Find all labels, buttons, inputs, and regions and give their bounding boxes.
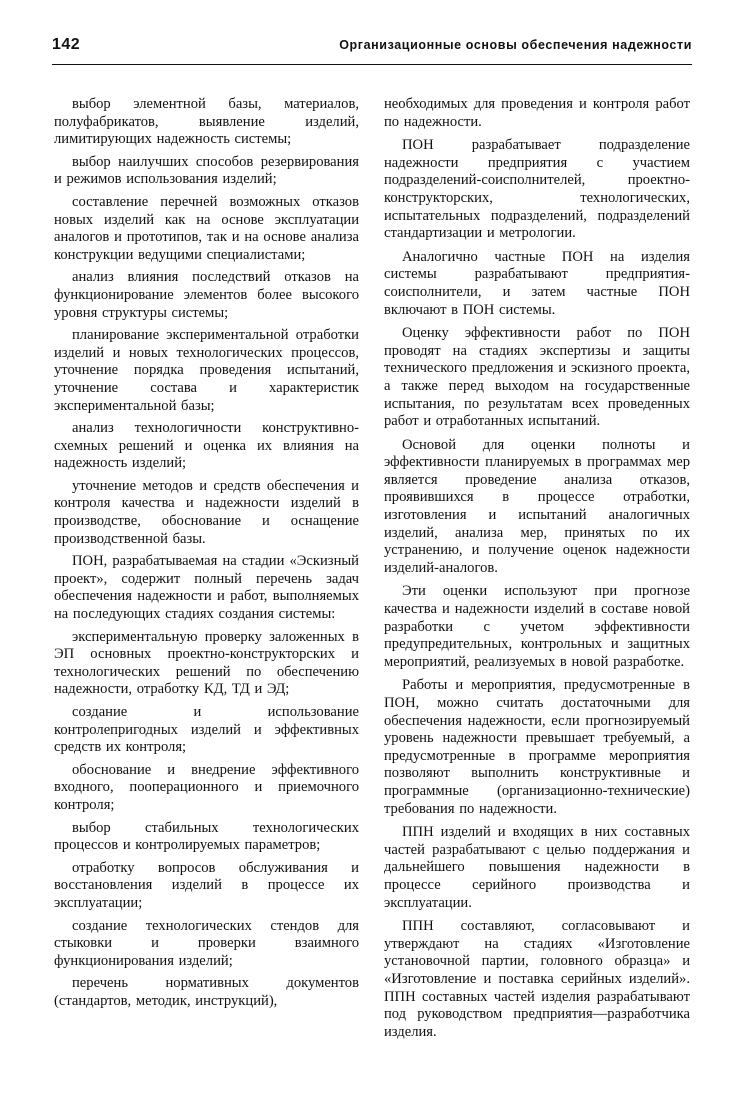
paragraph: ППН составляют, согласовывают и утверждают на стадиях «Изготовление установочной партии, головного образца» и «Изготовление и поставка серийных изделий». ППН составных частей изделия разрабатывают под руководством предприятия—разработчика изделия. [384,918,690,1040]
paragraph: Работы и мероприятия, предусмотренные в ПОН, можно считать достаточными для обеспечения надежности, если прогнозируемый уровень надежности превышает требуемый, а предусмотренные в программе мероприятия позволяют выполнить конструктивные и программные (организационно-технические) требования по надежности. [384,677,690,817]
paragraph: создание технологических стендов для стыковки и проверки взаимного функционирования изделий; [54,917,359,969]
paragraph: анализ технологичности конструктивно-схемных решений и оценка их влияния на надежность изделий; [54,420,359,472]
right-column [384,96,690,1047]
page-number: 142 [52,36,81,53]
paragraph: отработку вопросов обслуживания и восстановления изделий в процессе их эксплуатации; [54,859,359,911]
paragraph: перечень нормативных документов (стандартов, методик, инструкций), [54,975,359,1009]
paragraph: Эти оценки используют при прогнозе качества и надежности изделий в составе новой разработки с учетом эффективности предупредительных, контрольных и защитных мероприятий, реализуемых в новой разработке. [384,583,690,670]
paragraph: анализ влияния последствий отказов на функционирование элементов более высокого уровня структуры системы; [54,269,359,321]
paragraph: ПОН, разрабатываемая на стадии «Эскизный проект», содержит полный перечень задач обеспечения надежности и работ, выполняемых на последующих стадиях создания системы: [54,553,359,623]
paragraph-continuation: необходимых для проведения и контроля работ по надежности. [384,96,690,130]
paragraph: выбор наилучших способов резервирования и режимов использования изделий; [54,153,359,188]
running-header [52,30,692,65]
paragraph: Основой для оценки полноты и эффективности планируемых в программах мер является проведение анализа отказов, проявившихся в процессе отработки, изготовления и испытаний аналогичных изделий, анализа мер, принятых по их устранению, и получение оценок надежности изделий-аналогов. [384,436,690,576]
paragraph: создание и использование контролепригодных изделий и эффективных средств их контроля; [54,704,359,756]
paragraph: экспериментальную проверку заложенных в ЭП основных проектно-конструкторских и технологических решений по обеспечению надежности, отработку КД, ТД и ЭД; [54,628,359,698]
paragraph: ППН изделий и входящих в них составных частей разрабатывают с целью поддержания и дальнейшего повышения надежности в процессе серийного производства и эксплуатации. [384,824,690,911]
paragraph: планирование экспериментальной отработки изделий и новых технологических процессов, уточнение порядка проведения испытаний, уточнение состава и характеристик экспериментальной базы; [54,327,359,414]
running-title: Организационные основы обеспечения надежности [339,38,692,52]
paragraph: ПОН разрабатывает подразделение надежности предприятия с участием подразделений-соисполнителей, проектно-конструкторских, технологических, испытательных подразделений, подразделений стандартизации и метрологии. [384,137,690,242]
paragraph: уточнение методов и средств обеспечения и контроля качества и надежности изделий в производстве, обоснование и оснащение производственной базы. [54,477,359,547]
paragraph: выбор элементной базы, материалов, полуфабрикатов, выявление изделий, лимитирующих надежность системы; [54,96,359,148]
left-column [54,96,359,1016]
paragraph: Аналогично частные ПОН на изделия системы разрабатывают предприятия-соисполнители, и затем частные ПОН включают в ПОН системы. [384,248,690,318]
paragraph: Оценку эффективности работ по ПОН проводят на стадиях экспертизы и защиты технического предложения и эскизного проекта, а также перед выходом на государственные испытания, по результатам всех проведенных работ и отработанных испытаний. [384,325,690,430]
paragraph: составление перечней возможных отказов новых изделий как на основе эксплуатации аналогов и прототипов, так и на основе анализа конструкции ведущими специалистами; [54,193,359,263]
paragraph: обоснование и внедрение эффективного входного, пооперационного и приемочного контроля; [54,761,359,813]
paragraph: выбор стабильных технологических процессов и контролируемых параметров; [54,819,359,854]
